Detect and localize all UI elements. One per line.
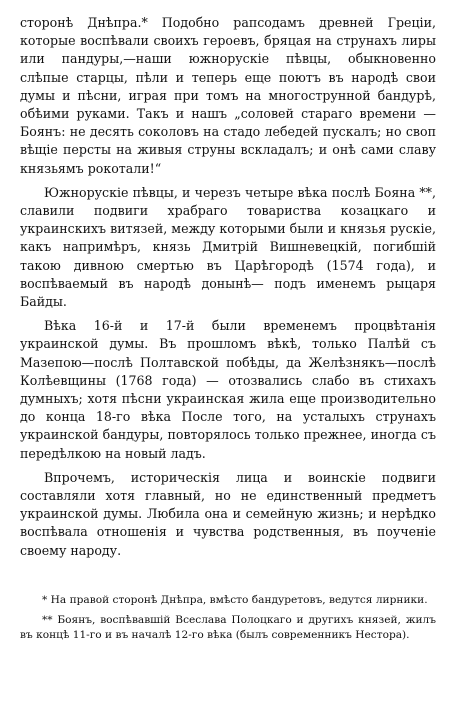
main-text [20, 14, 436, 560]
footnote-2: ** Боянъ, воспѣвавшій Всеслава Полоцкаго и другихъ князей, жилъ въ концѣ 11-го и въ началѣ 12-го вѣка (былъ современникъ Нестора). [20, 613, 436, 642]
paragraph-3: Вѣка 16-й и 17-й были временемъ процвѣтанія украинской думы. Въ прошломъ вѣкѣ, только Палѣй съ Мазепою—послѣ Полтавской побѣды, да Желѣзнякъ—послѣ Колѣевщины (1768 года) — отозвались слабо въ стихахъ думныхъ; хотя пѣсни украинская жила еще производительно до конца 18-го вѣка После того, на усталыхъ струнахъ украинской бандуры, повторялось только прежнее, иногда съ передѣлкою на новый ладъ. [20, 318, 436, 461]
paragraph-2: Южнорускіе пѣвцы, и черезъ четыре вѣка послѣ Бояна **, славили подвиги храбраго товариства козацкаго и украинскихъ витязей, между которыми были и князья рускіе, какъ напримѣръ, князь Дмитрій Вишневецкій, погибшій такою дивною смертью въ Царѣгородѣ (1574 года), и воспѣваемый въ народѣ донынѣ— подъ именемъ рыцаря Байды. [20, 184, 436, 310]
paragraph-4: Впрочемъ, историческія лица и воинскіе подвиги составляли хотя главный, но не единственный предметъ украинской думы. Любила она и семейную жизнь; и нерѣдко воспѣвала отношенія и чувства родственныя, въ поученіе своему народу. [20, 469, 436, 558]
paragraph-1: сторонѣ Днѣпра.* Подобно рапсодамъ древней Греціи, которые воспѣвали своихъ героевъ, бряцая на струнахъ лиры или пандуры,—наши южнорускіе пѣвцы, обыкновенно слѣпые старцы, пѣли и теперь еще поютъ въ народѣ свои думы и пѣсни, играя при томъ на многострунной бандурѣ, обѣими руками. Такъ и нашъ „соловей стараго времени — Боянъ: не десять соколовъ на стадо лебедей пускалъ; но своп вѣщіе персты на живыя струны вскладалъ; и онѣ сами славу князьямъ рокотали!“ [20, 15, 436, 176]
footnote-1: * На правой сторонѣ Днѣпра, вмѣсто бандуретовъ, ведутся лирники. [42, 594, 428, 606]
footnotes [20, 593, 436, 644]
